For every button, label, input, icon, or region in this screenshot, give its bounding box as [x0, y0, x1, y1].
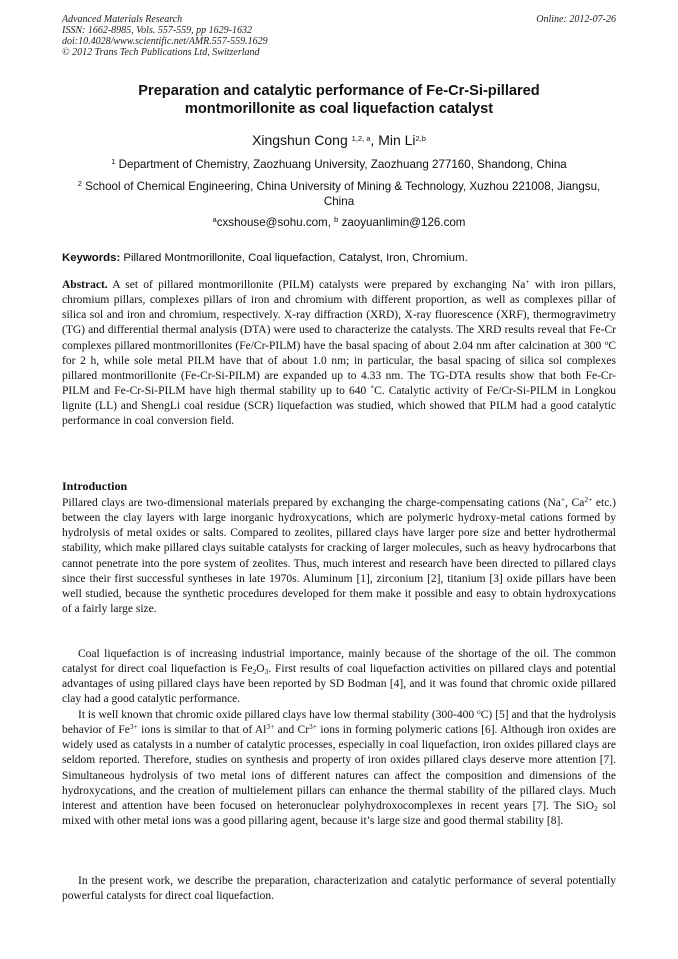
superscript: +	[560, 495, 566, 504]
superscript: 3+	[266, 722, 275, 732]
paragraph-text: O	[256, 663, 265, 676]
paragraph-text: etc.) between the clay layers with large inorganic hydroxycations, which are polymeric hydroxy-metal cations formed by hydrolysis of metal oxides or salts. Compared to zeolites, pillared clays have larger pore size and better hydrothermal stability, which make pillared clays suitable catalysts for cracking of larger molecules, such as heavy hydrocarbons that cannot penetrate into the pore system of zeolites. Thus, much interest and research have been directed to pillared clays since their first successful syntheses in late 1970s. Aluminum [1], zirconium [2], titanium [3] oxide pillars have been well studied, because the synthetic procedures developed for them make it possible and easy to obtain hydroxycations of a fairly large size.	[62, 497, 617, 616]
paragraph-text: ions in forming polymeric cations [6]. Although iron oxides are widely used as catalysts in a number of catalytic processes, especially in coal liquefaction, iron oxides pillared clays are seldom reported. Therefore, studies on synthesis and property of iron oxides pillared clays deserve more attention [7]. Simultaneous hydrolysis of two metal ions of different natures can affect the composition and dimensions of the hydroxycations, and the creation of multielement pillars can enhance the thermal stability of the pillared clays. Much interest and attention have been focused on heteronuclear polyhydroxocomplexes in recent years [7]. The SiO	[62, 724, 616, 812]
paragraph-text: C) [5] and that the hydrolysis behavior of Fe	[62, 709, 616, 737]
keywords	[62, 251, 616, 265]
abstract-text: A set of pillared montmorillonite (PILM) catalysts were prepared by exchanging Na	[107, 279, 526, 291]
superscript: 3+	[129, 722, 138, 732]
superscript: 3+	[309, 722, 318, 732]
email-address: cxshouse@sohu.com,	[216, 216, 335, 229]
online-date: Online: 2012-07-26	[536, 14, 616, 25]
author-list	[62, 131, 616, 149]
abstract	[62, 278, 616, 430]
affiliation-text: Department of Chemistry, Zaozhuang University, Zaozhuang 277160, Shandong, China	[115, 158, 567, 171]
paper-title	[62, 82, 616, 118]
author-name: Xingshun Cong	[252, 132, 348, 148]
author-affiliation-mark: 2,b	[415, 134, 426, 143]
paragraph	[62, 708, 616, 829]
subscript: 2	[252, 667, 257, 677]
issn-line: ISSN: 1662-8985, Vols. 557-559, pp 1629-1632	[62, 25, 252, 36]
abstract-label: Abstract.	[62, 279, 108, 291]
superscript: o	[604, 337, 609, 347]
author-name: Min Li	[378, 132, 416, 148]
abstract-text: C for 2 h, while sole metal PILM have that of about 1.0 nm; in particular, the basal spacing of silica sol complexes pillared montmorillonite (Fe-Cr-Si-PILM) are expanded up to 4.33 nm. The TG-DTA results show that both Fe-Cr-PILM and Fe-Cr-Si-PILM have high thermal stability up to 640 ˚C. Catalytic activity of Fe/Cr-Si-PILM in Longkou lignite (LL) and ShengLi coal residue (SCR) liquefaction was studied, which showed that PILM had a good catalytic performance in coal conversion field.	[62, 339, 616, 428]
email-mark: b	[334, 215, 339, 224]
email-address: zaoyuanlimin@126.com	[338, 216, 466, 229]
keywords-text: Pillared Montmorillonite, Coal liquefaction, Catalyst, Iron, Chromium.	[120, 252, 468, 264]
affiliation-number: 2	[77, 179, 82, 188]
paragraph-text: , Ca	[565, 497, 585, 509]
paragraph	[62, 647, 616, 708]
doi-line: doi:10.4028/www.scientific.net/AMR.557-559.1629	[62, 36, 268, 47]
subscript: 2	[594, 803, 598, 813]
superscript: o	[476, 707, 481, 716]
paragraph-text: It is well known that chromic oxide pillared clays have low thermal stability (300-400	[78, 709, 477, 721]
paragraph-text: ions is similar to that of Al	[137, 724, 267, 737]
copyright-line: © 2012 Trans Tech Publications Ltd, Switzerland	[62, 47, 260, 58]
section-heading: Introduction	[62, 479, 128, 493]
journal-name: Advanced Materials Research	[62, 14, 183, 25]
paragraph	[62, 496, 616, 617]
subscript: 3	[264, 667, 269, 677]
journal-header	[62, 14, 616, 58]
superscript: 2+	[584, 495, 593, 504]
paragraph-text: . First results of coal liquefaction activities on pillared clays and potential advantages of using pillared clays have been reported by SD Bodman [4], and it was found that chromic oxide pillared clay had a good catalytic performance.	[62, 663, 616, 706]
paragraph: In the present work, we describe the preparation, characterization and catalytic performance of several potentially powerful catalysts for direct coal liquefaction.	[62, 875, 616, 903]
keywords-label: Keywords:	[62, 252, 121, 264]
author-separator: ,	[370, 132, 379, 148]
title-line-1: Preparation and catalytic performance of Fe-Cr-Si-pillared	[138, 83, 540, 99]
affiliation-number: 1	[111, 157, 116, 166]
title-line-2: montmorillonite as coal liquefaction catalyst	[184, 101, 494, 117]
paragraph-text: sol mixed with other metal ions was a good pillaring agent, because it’s large size and good thermal stability [8].	[62, 799, 617, 828]
author-affiliation-mark: 1,2, a	[351, 134, 371, 143]
author-emails	[62, 215, 616, 230]
paragraph-text: Coal liquefaction is of increasing industrial importance, mainly because of the shortage of the oil. The common catalyst for direct coal liquefaction is Fe	[62, 648, 616, 676]
abstract-text: with iron pillars, chromium pillars, complexes pillars of iron and chromium with different proportion, as well as complexes pillar of silica sol and iron and chromium, respectively. X-ray diffraction (XRD), X-ray fluorescence (XRF), thermogravimetry (TG) and differential thermal analysis (DTA) were used to characterize the catalysts. The XRD results reveal that Fe-Cr complexes pillared montmorillonites (Fe/Cr-PILM) have the basal spacing of about 2.04 nm after calcination at 300	[62, 279, 616, 352]
email-mark: a	[212, 215, 217, 224]
paragraph-text: and Cr	[274, 724, 310, 737]
affiliation-text: School of Chemical Engineering, China University of Mining & Technology, Xuzhou 221008, Jiangsu, China	[81, 180, 601, 208]
paragraph-text: Pillared clays are two-dimensional materials prepared by exchanging the charge-compensating cations (Na	[62, 497, 561, 509]
affiliation-2	[62, 179, 616, 209]
superscript: +	[525, 277, 530, 286]
affiliation-1	[62, 157, 616, 172]
